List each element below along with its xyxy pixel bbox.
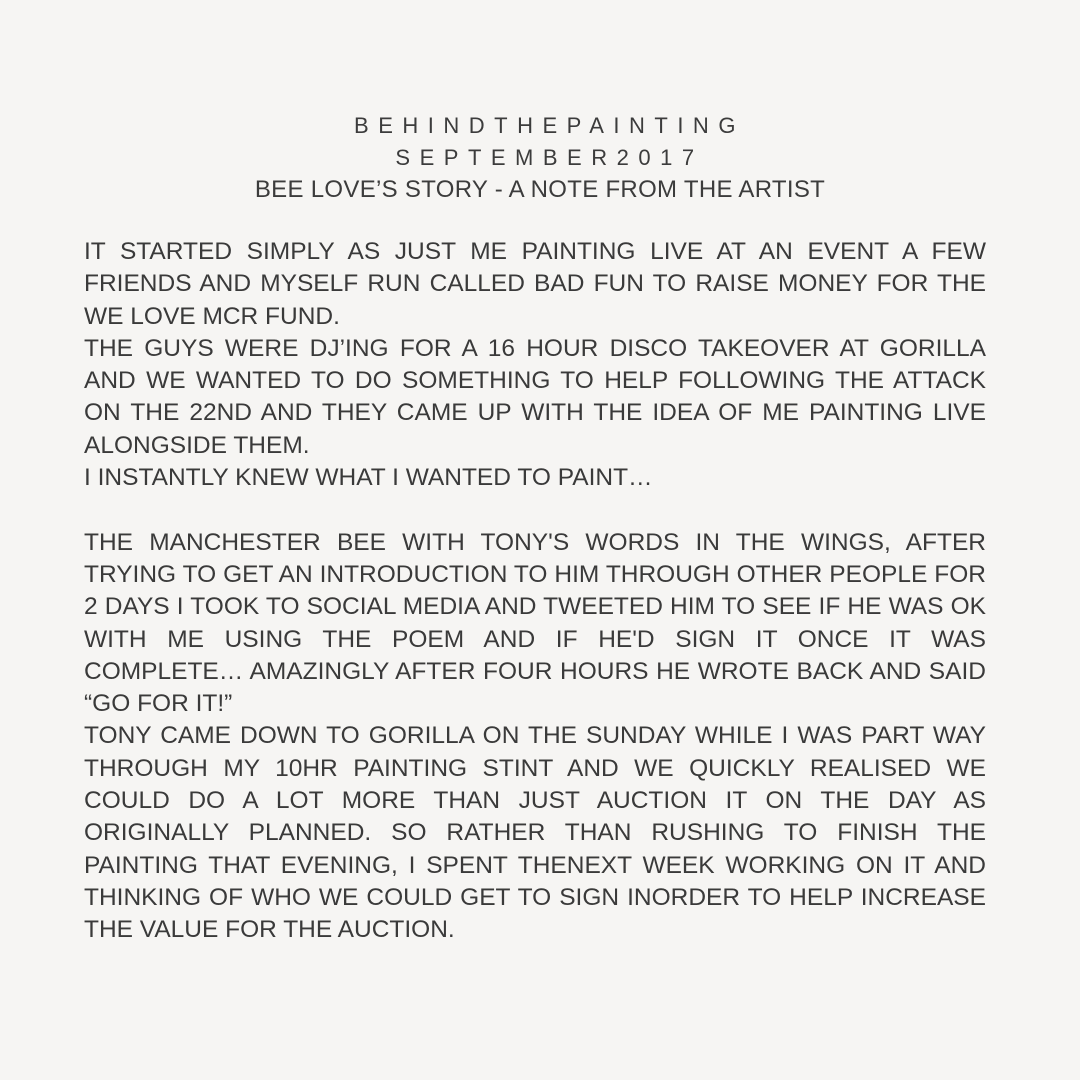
paragraph-spacer — [84, 494, 986, 526]
paragraph-gorilla-event: THE GUYS WERE DJ’ING FOR A 16 HOUR DISCO TAKEOVER AT GORILLA AND WE WANTED TO DO SOMETHING TO HELP FOLLOWING THE ATTACK ON THE 22ND AND THEY CAME UP WITH THE IDEA OF ME PAINTING LIVE ALONGSIDE THEM. — [84, 334, 986, 459]
paragraph-tony-visit: TONY CAME DOWN TO GORILLA ON THE SUNDAY WHILE I WAS PART WAY THROUGH MY 10HR PAINTING STINT AND WE QUICKLY REALISED WE COULD DO A LOT MORE THAN JUST AUCTION IT ON THE DAY AS ORIGINALLY PLANNED. SO RATHER THAN RUSHING TO FINISH THE PAINTING THAT EVENING, I SPENT THENEXT WEEK WORKING ON IT AND THINKING OF WHO WE COULD GET TO SIGN INORDER TO HELP INCREASE THE VALUE FOR THE AUCTION. — [84, 722, 986, 944]
paragraph-manchester-bee: THE MANCHESTER BEE WITH TONY'S WORDS IN THE WINGS, AFTER TRYING TO GET AN INTRODUCTION TO HIM THROUGH OTHER PEOPLE FOR 2 DAYS I TOOK TO SOCIAL MEDIA AND TWEETED HIM TO SEE IF HE WAS OK WITH ME USING THE POEM AND IF HE'D SIGN IT ONCE IT WAS COMPLETE… AMAZINGLY AFTER FOUR HOURS HE WROTE BACK AND SAID “GO FOR IT!” — [84, 528, 986, 718]
header-title-line-2: SEPTEMBER2017 — [395, 145, 704, 170]
note-body — [84, 236, 986, 947]
paragraph-intro: IT STARTED SIMPLY AS JUST ME PAINTING LIVE AT AN EVENT A FEW FRIENDS AND MYSELF RUN CALLED BAD FUN TO RAISE MONEY FOR THE WE LOVE MCR FUND. — [84, 238, 986, 330]
header-title-line-1: BEHINDTHEPAINTING — [354, 113, 745, 138]
paragraph-knew: I INSTANTLY KNEW WHAT I WANTED TO PAINT… — [84, 464, 653, 492]
header-subtitle: BEE LOVE’S STORY - A NOTE FROM THE ARTIST — [254, 176, 826, 203]
